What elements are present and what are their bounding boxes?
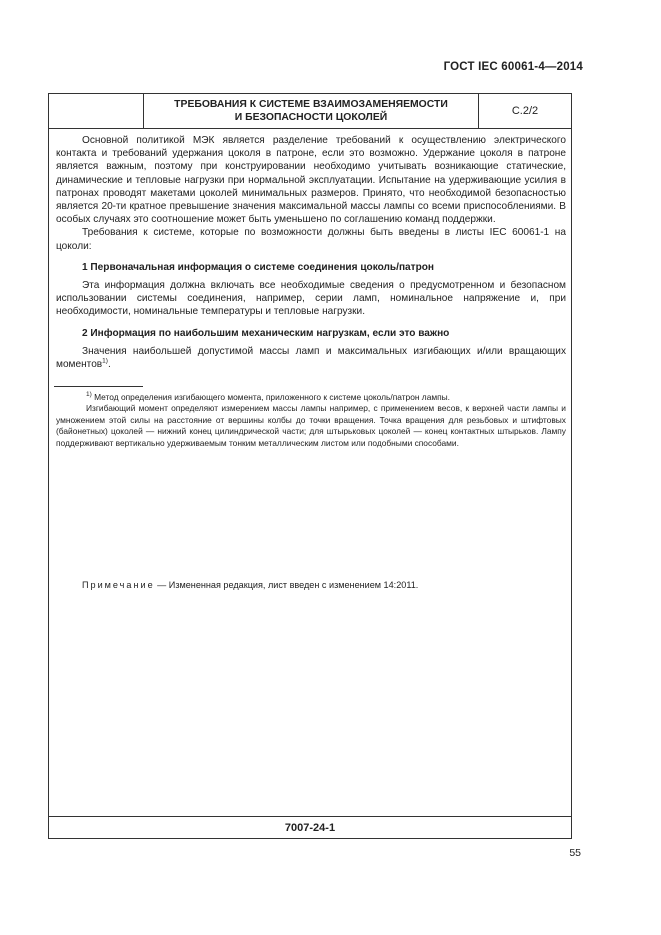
sheet-title-line2: И БЕЗОПАСНОСТИ ЦОКОЛЕЙ: [234, 112, 388, 123]
sheet-number: С.2/2: [511, 105, 539, 117]
sheet-frame: [48, 93, 572, 839]
paragraph-mechanical-loads-text: Значения наибольшей допустимой массы ламп и максимальных изгибающих и/или вращающих моментов: [56, 345, 566, 371]
note-text: — Измененная редакция, лист введен с изменением 14:2011.: [154, 580, 419, 590]
body-text: [56, 134, 566, 371]
sheet-header: [49, 94, 571, 129]
paragraph-end-period: .: [107, 359, 111, 371]
footnote-marker: 1): [86, 391, 92, 399]
footnote-body: Изгибающий момент определяют измерением массы лампы например, с применением весов, к верхней части лампы и умножением этой силы на расстояние от вершины колбы до точки вращения. Точка вращения для резьбовых и штифтовых (байонетных) цоколей — нижний конец цилиндрической части; для штырьковых цоколей — конец контактных штырьков. Лампу поддерживают вертикально удерживаемым тонким металлическим листом или подобными способами.: [56, 403, 566, 448]
header-empty-cell: [49, 94, 144, 128]
sheet-code: 7007-24-1: [49, 816, 571, 838]
note-label: Примечание: [82, 580, 155, 590]
footnote: [56, 392, 566, 449]
paragraph-policy: Основной политикой МЭК является разделение требований к осуществлению электрического контакта и требований удержания цоколя в патроне, если это возможно. Удержание цоколя в патроне является важным, поэтому при конструировании необходимо учитывать возникающие статические, динамические и тепловые нагрузки при нормальной эксплуатации. Испытание на удерживающие усилия в патронах проводят макетами цоколей минимальных размеров. Принято, что необходимой безопасностью является 20-ти кратное превышение значения максимальной массы лампы со всеми приспособлениями. В особых случаях это соотношение может быть уменьшено по соглашению команд поддержки.: [56, 135, 566, 226]
paragraph-connection-info: Эта информация должна включать все необходимые сведения о предусмотренном и безопасном использовании системы соединения, например, серии ламп, номинальное напряжение и, при необходимости, номинальные температуры и тепловые нагрузки.: [56, 280, 566, 318]
footnote-line1: [56, 392, 566, 403]
section-heading-1: 1 Первоначальная информация о системе соединения цоколь/патрон: [82, 261, 435, 273]
standard-number: ГОСТ IEC 60061-4—2014: [443, 61, 583, 73]
note: [82, 580, 418, 590]
footnote-reference: 1): [102, 357, 108, 365]
page-number: 55: [569, 847, 581, 859]
footnote-divider: [54, 386, 143, 387]
paragraph-requirements: Требования к системе, которые по возможности должны быть введены в листы IEC 60061-1 на цоколи:: [56, 227, 566, 252]
footnote-line1-text: Метод определения изгибающего момента, приложенного к системе цоколь/патрон лампы.: [91, 392, 450, 402]
sheet-title: [144, 94, 479, 128]
section-heading-2: 2 Информация по наибольшим механическим нагрузкам, если это важно: [82, 327, 450, 339]
paragraph-mechanical-loads: [56, 345, 566, 371]
sheet-title-line1: ТРЕБОВАНИЯ К СИСТЕМЕ ВЗАИМОЗАМЕНЯЕМОСТИ: [174, 99, 448, 110]
